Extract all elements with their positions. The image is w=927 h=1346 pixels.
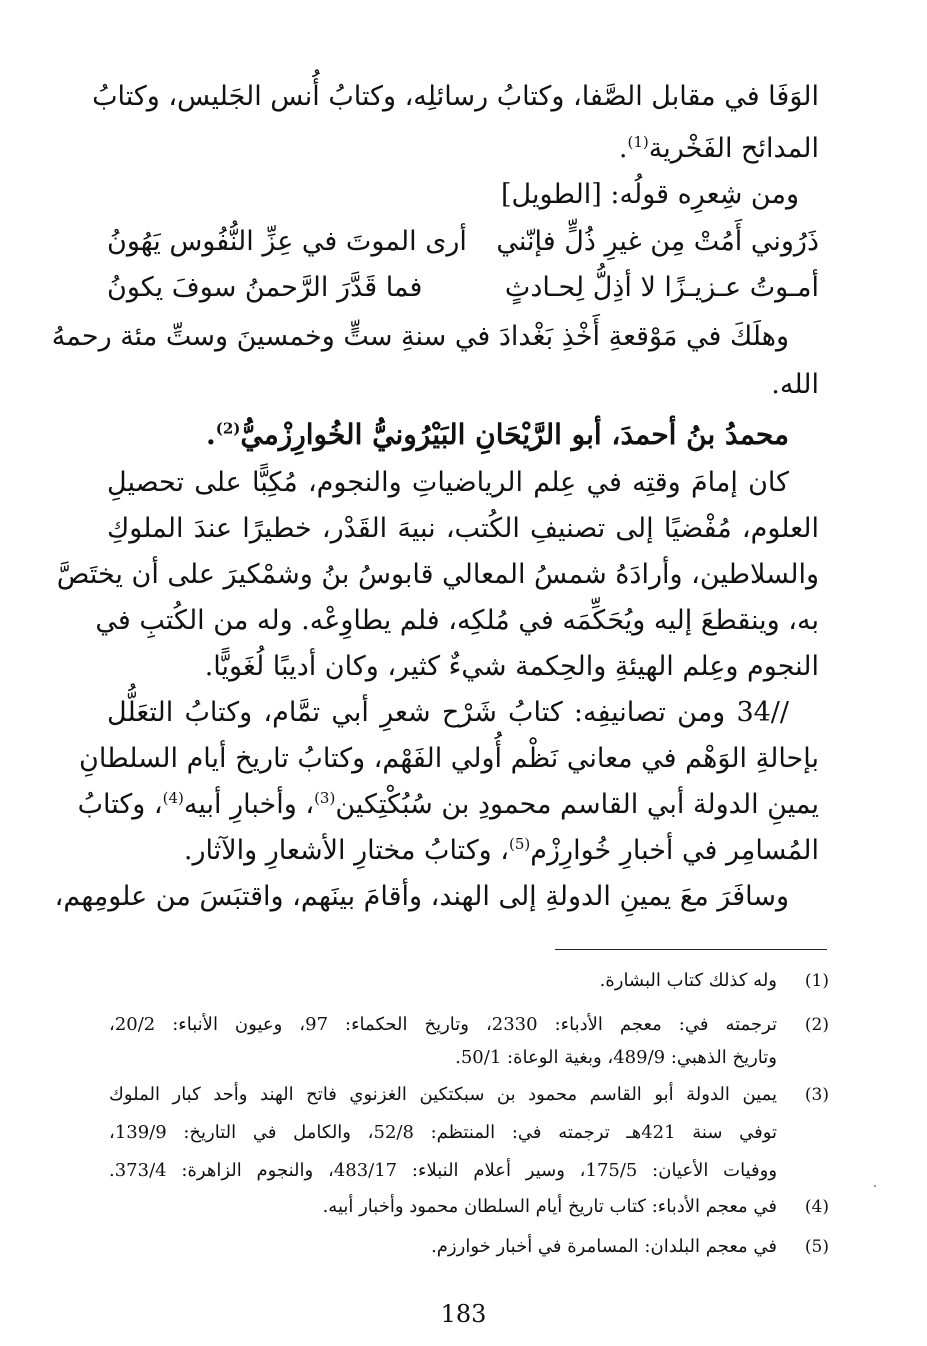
- verse-hemistich-first: أمـوتُ عـزيـزًا لا أذِلُّ لِحـادثٍ: [504, 272, 819, 303]
- footnote-ref: (1): [627, 133, 649, 151]
- verse-line: [107, 268, 819, 308]
- entry-heading: [77, 416, 789, 454]
- body-text: ، وكتابُ: [77, 789, 163, 820]
- footnote-ref: (3): [314, 789, 336, 807]
- body-line: [107, 832, 819, 870]
- body-text: يمينِ الدولة أبي القاسم محمودِ بن سُبُكْتِكين: [335, 789, 819, 820]
- footnote-ref: (2): [215, 419, 241, 438]
- body-line: وهلَكَ في مَوْقعةِ أَخْذِ بَغْدادَ في سنةِ ستٍّ وخمسينَ وستِّ مئة رحمهُ: [51, 321, 789, 352]
- footnote-divider: [555, 949, 827, 950]
- footnote-number: (5): [804, 1237, 829, 1257]
- verse-hemistich-second: أرى الموتَ في عِزِّ النُّفُوس يَهُونُ: [107, 226, 467, 257]
- footnote-number: (3): [804, 1085, 829, 1105]
- heading-text: .: [205, 418, 216, 451]
- body-line: [107, 130, 819, 168]
- body-text: .: [618, 133, 628, 164]
- body-line: العلوم، مُفْضيًا إلى تصنيفِ الكُتب، نبيهَ القَدْر، خطيرًا عندَ الملوكِ: [107, 513, 819, 544]
- footnote-line: ترجمته في: معجم الأدباء: 2330، وتاريخ الحكماء: 97، وعيون الأنباء: 20/2،: [109, 1014, 778, 1035]
- scan-speck: [874, 1185, 876, 1187]
- footnote-number: (1): [804, 971, 829, 991]
- body-line: //34 ومن تصانيفِه: كتابُ شَرْح شعرِ أبي تمَّام، وكتابُ التعَلُّل: [107, 697, 789, 728]
- footnote-line: وتاريخ الذهبي: 489/9، وبغية الوعاة: 50/1.: [455, 1047, 777, 1068]
- page-number: 183: [440, 1300, 487, 1328]
- verse-hemistich-first: ذَرُوني أَمُتْ مِن غيرِ ذُلٍّ فإنّني: [496, 226, 819, 257]
- footnote-number: (2): [804, 1015, 829, 1035]
- body-line: النجوم وعِلم الهيئةِ والحِكمة شيءٌ كثير، وكان أديبًا لُغَويًّا.: [204, 651, 819, 682]
- body-line: بإحالةِ الوَهْم في معاني نَظْم أُولي الفَهْم، وكتابُ تاريخ أيام السلطانِ: [79, 743, 819, 774]
- body-text: ، وأخبارِ أبيه: [183, 789, 315, 820]
- verse-hemistich-second: فما قَدَّرَ الرَّحمنُ سوفَ يكونُ: [107, 272, 423, 303]
- footnote-line: وله كذلك كتاب البشارة.: [599, 970, 777, 991]
- body-line: [77, 786, 819, 824]
- footnote-line: توفي سنة 421هـ ترجمته في: المنتظم: 52/8، والكامل في التاريخ: 139/9،: [109, 1122, 778, 1143]
- footnote-number: (4): [804, 1197, 829, 1217]
- footnote-ref: (5): [509, 835, 531, 853]
- footnote-line: ووفيات الأعيان: 175/5، وسير أعلام النبلاء: 483/17، والنجوم الزاهرة: 373/4.: [109, 1160, 778, 1181]
- poem-intro: ومن شِعرِه قولُه: [الطويل]: [500, 179, 799, 210]
- body-line: الوَفَا في مقابل الصَّفا، وكتابُ رسائلِه، وكتابُ أُنس الجَليس، وكتابُ: [92, 81, 819, 112]
- body-text: المدائح الفَخْرية: [648, 133, 819, 164]
- footnote-line: في معجم البلدان: المسامرة في أخبار خوارزم.: [431, 1236, 777, 1257]
- footnote-line: في معجم الأدباء: كتاب تاريخ أيام السلطان محمود وأخبار أبيه.: [322, 1196, 777, 1217]
- footnote-line: يمين الدولة أبو القاسم محمود بن سبكتكين الغزنوي فاتح الهند وأحد كبار الملوك: [109, 1084, 777, 1105]
- body-line: كان إمامَ وقتِه في عِلم الرياضياتِ والنجوم، مُكِبًّا على تحصيلِ: [107, 467, 789, 498]
- body-line: الله.: [771, 369, 819, 400]
- body-text: ، وكتابُ مختارِ الأشعارِ والآثار.: [183, 835, 510, 866]
- verse-line: [107, 222, 819, 262]
- body-text: المُسامِر في أخبارِ خُوارِزْم: [530, 835, 819, 866]
- body-line: والسلاطين، وأرادَهُ شمسُ المعالي قابوسُ بنُ وشمْكيرَ على أن يختَصَّ: [56, 559, 819, 590]
- body-line: به، وينقطعَ إليه ويُحَكِّمَه في مُلكِه، فلم يطاوِعْه. وله من الكُتبِ في: [95, 605, 819, 636]
- footnote-ref: (4): [162, 789, 184, 807]
- heading-text: محمدُ بنُ أحمدَ، أبو الرَّيْحَانِ البَيْرُونيُّ الخُوارِزْميُّ: [240, 418, 789, 451]
- body-line: وسافَرَ معَ يمينِ الدولةِ إلى الهند، وأقامَ بينَهم، واقتبَسَ من علومِهم،: [54, 881, 789, 912]
